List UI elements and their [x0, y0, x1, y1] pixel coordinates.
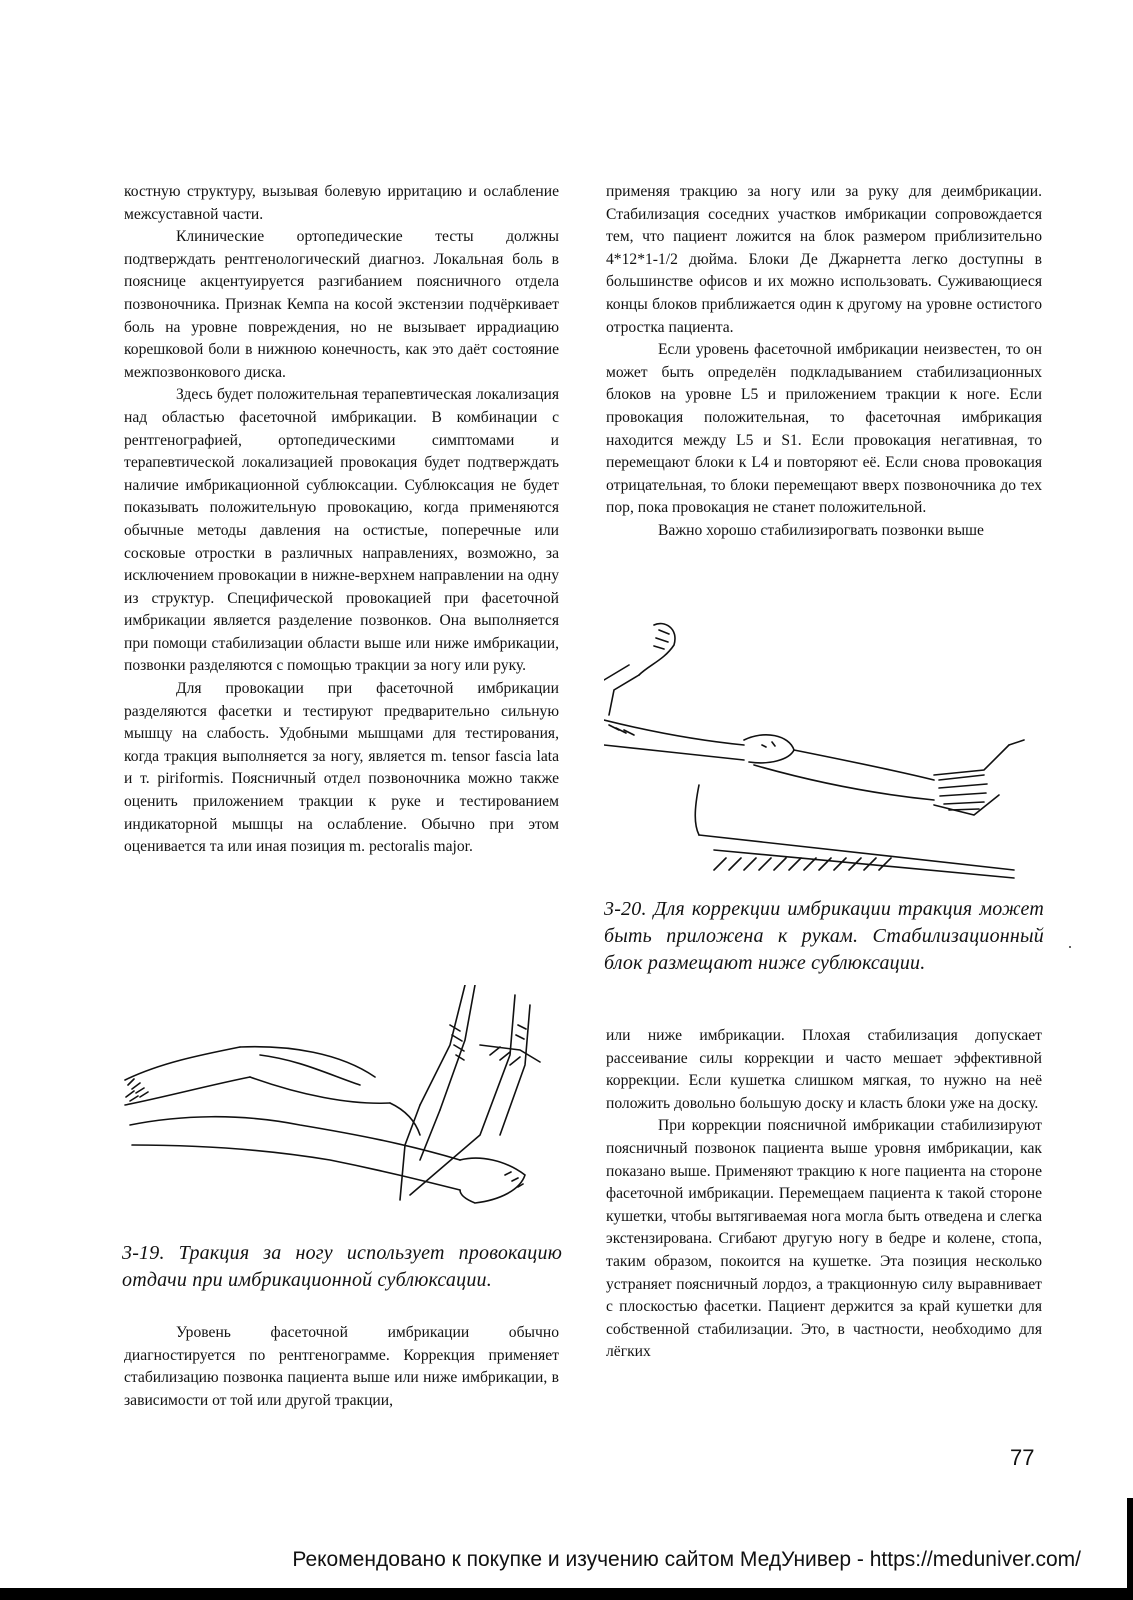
left-column [124, 181, 559, 859]
paragraph: Уровень фасеточной имбрикации обычно диагностируется по рентгенограмме. Коррекция применяет стабилизацию позвонка пациента выше или ниже имбрикации, в зависимости от той или другой тракции, [124, 1324, 559, 1409]
scan-artifact-dot [1069, 946, 1071, 948]
figure-3-19-leg-traction-illustration [120, 985, 560, 1230]
footer-recommendation: Рекомендовано к покупке и изучению сайтом МедУнивер - https://meduniver.com/ [292, 1548, 1081, 1571]
paragraph: Если уровень фасеточной имбрикации неизвестен, то он может быть определён подкладыванием стабилизационных блоков на уровне L5 и приложением тракции к ноге. Если провокация положительная, то фасеточная имбрикация находится между L5 и S1. Если провокация негативная, то перемещают блоки к L4 и повторяют её. Если снова провокация отрицательная, то блоки перемещают вверх позвоночника до тех пор, пока провокация не станет положительной. [606, 341, 1042, 517]
scan-edge-right [1127, 1498, 1133, 1600]
paragraph: костную структуру, вызывая болевую ирритацию и ослабление межсуставной части. [124, 183, 559, 223]
page-number: 77 [1010, 1445, 1035, 1470]
figure-3-19-caption: 3-19. Тракция за ногу использует провокацию отдачи при имбрикационной сублюксации. [122, 1242, 562, 1291]
paragraph: При коррекции поясничной имбрикации стабилизируют поясничный позвонок пациента выше уровня имбрикации, как показано выше. Применяют тракцию к ноге пациента на стороне фасеточной имбрикации. Перемещаем пациента к такой стороне кушетки, чтобы вытягиваемая нога могла быть отведена и слегка экстензирована. Сгибают другую ногу в бедре и колене, стопа, таким образом, покоится на кушетке. Эта позиция несколько устраняет поясничный лордоз, а тракционную силу выравнивает с плоскостью фасетки. Пациент держится за край кушетки для собственной стабилизации. Это, в частности, необходимо для лёгких [606, 1117, 1042, 1361]
paragraph: Здесь будет положительная терапевтическая локализация над областью фасеточной имбрикации. В комбинации с рентгенографией, ортопедическими симптомами и терапевтической локализацией провокация будет подтверждать наличие имбрикационной сублюксации. Сублюксация не будет показывать положительную провокацию, когда применяются обычные методы давления на остистые, поперечные или сосковые отростки в различных направлениях, возможно, за исключением провокации в нижне-верхнем направлении на одну из структур. Специфической провокацией при фасеточной имбрикации является разделение позвонков. Она выполняется при помощи стабилизации области выше или ниже имбрикации, позвонки разделяются с помощью тракции за ногу или руку. [124, 386, 559, 675]
paragraph: Для провокации при фасеточной имбрикации разделяются фасетки и тестируют предварительно сильную мышцу на слабость. Удобными мышцами для тестирования, когда тракция выполняется за ногу, является m. tensor fascia lata и т. piriformis. Поясничный отдел позвоночника можно также оценить приложением тракции к руке и тестированием индикаторной мышцы на ослабление. Обычно при этом оценивается та или иная позиция m. pectoralis major. [124, 680, 559, 856]
paragraph: или ниже имбрикации. Плохая стабилизация допускает рассеивание силы коррекции и часто мешает эффективной коррекции. Если кушетка слишком мягкая, то нужно на неё положить довольно большую доску и класть блоки уже на доску. [606, 1027, 1042, 1112]
right-column-top [606, 181, 1042, 543]
paragraph: применяя тракцию за ногу или за руку для деимбрикации. Стабилизация соседних участков имбрикации сопровождается тем, что пациент ложится на блок размером приблизительно 4*12*1-1/2 дюйма. Блоки Де Джарнетта легко доступны в большинстве офисов и их можно использовать. Суживающиеся концы блоков приближается один к другому на уровне остистого отростка пациента. [606, 183, 1042, 336]
figure-3-20-arm-traction-illustration [604, 620, 1044, 890]
paragraph: Клинические ортопедические тесты должны подтверждать рентгенологический диагноз. Локальная боль в пояснице акцентуируется разгибанием поясничного отдела позвоночника. Признак Кемпа на косой экстензии подчёркивает боль на уровне повреждения, но не вызывает иррадиацию корешковой боли в нижнюю конечность, как это даёт состояние межпозвонкового диска. [124, 228, 559, 381]
left-column-bottom [124, 1322, 559, 1412]
paragraph: Важно хорошо стабилизирогвать позвонки выше [658, 521, 984, 539]
right-column-bottom [606, 1025, 1042, 1364]
figure-3-20-caption: 3-20. Для коррекции имбрикации тракция может быть приложена к рукам. Стабилизационный блок размещают ниже сублюксации. [604, 898, 1044, 974]
scan-edge-bottom [0, 1588, 1133, 1600]
